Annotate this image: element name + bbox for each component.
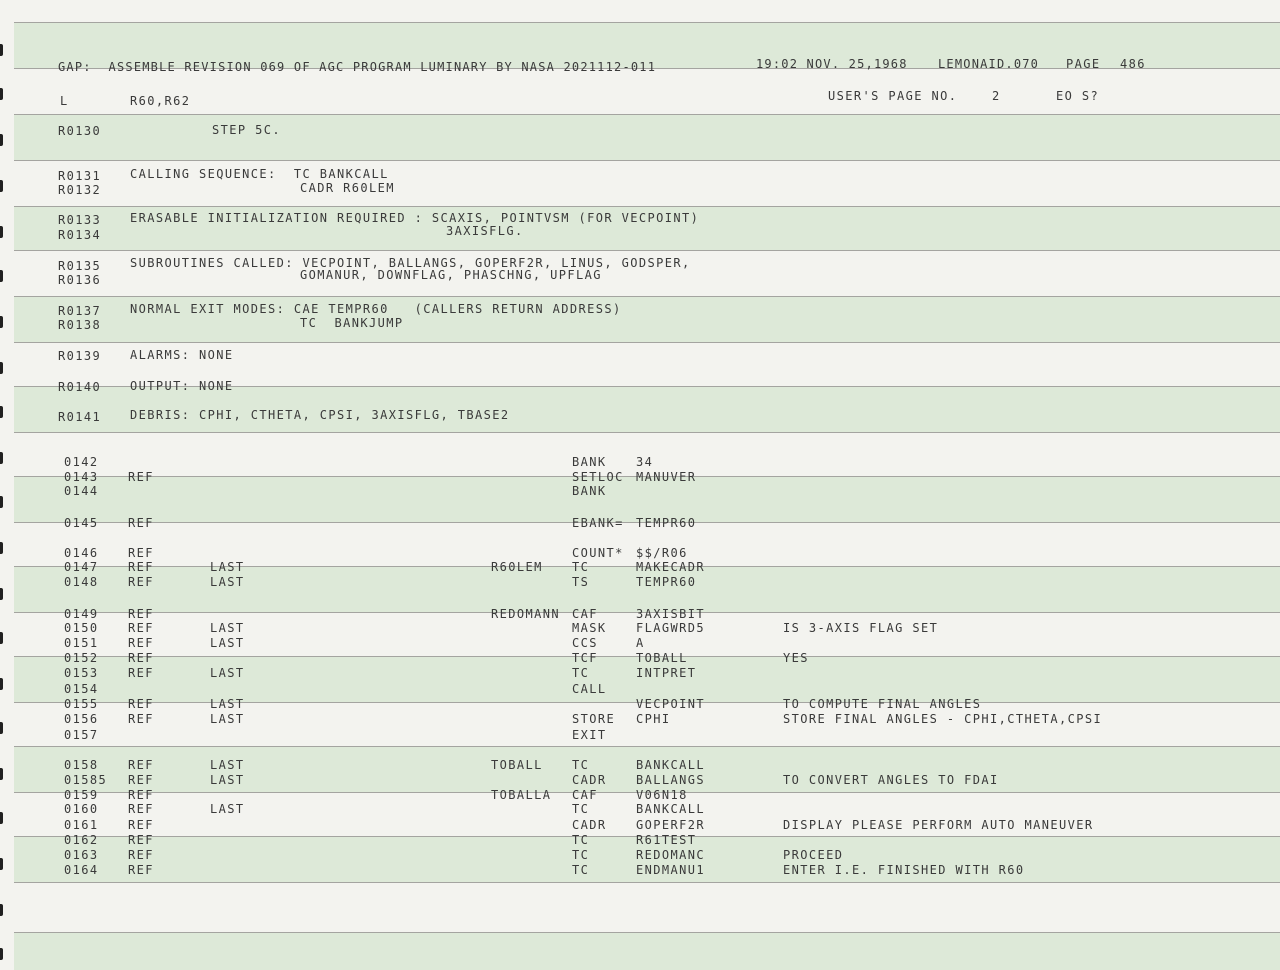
ref-label: REF <box>128 712 154 726</box>
operand: GOPERF2R <box>636 818 705 832</box>
comment-text: NORMAL EXIT MODES: CAE TEMPR60 (CALLERS RETURN ADDRESS) <box>130 302 622 316</box>
users-page-label: USER'S PAGE NO. <box>828 89 958 103</box>
comment-text: ERASABLE INITIALIZATION REQUIRED : SCAXIS, POINTVSM (FOR VECPOINT) <box>130 211 700 225</box>
line-number: 0148 <box>64 575 99 589</box>
comment-label: R0134 <box>58 228 102 242</box>
symbol-label: REDOMANN <box>491 607 560 621</box>
operand: TEMPR60 <box>636 575 697 589</box>
operand: REDOMANC <box>636 848 705 862</box>
opcode: TC <box>572 560 590 574</box>
line-number: 0164 <box>64 863 99 877</box>
line-number: 0159 <box>64 788 99 802</box>
feed-hole <box>0 226 3 238</box>
opcode: TC <box>572 802 590 816</box>
operand: CPHI <box>636 712 671 726</box>
line-comment: DISPLAY PLEASE PERFORM AUTO MANEUVER <box>783 818 1094 832</box>
opcode: CCS <box>572 636 598 650</box>
operand: INTPRET <box>636 666 697 680</box>
opcode: TC <box>572 666 590 680</box>
line-number: 0143 <box>64 470 99 484</box>
line-number: 0144 <box>64 484 99 498</box>
last-label: LAST <box>210 575 245 589</box>
ref-label: REF <box>128 651 154 665</box>
line-number: 0151 <box>64 636 99 650</box>
operand: ENDMANU1 <box>636 863 705 877</box>
operand: MAKECADR <box>636 560 705 574</box>
band-rule <box>14 932 1280 933</box>
opcode: SETLOC <box>572 470 624 484</box>
ref-label: REF <box>128 818 154 832</box>
line-number: 0147 <box>64 560 99 574</box>
assembly-header: GAP: ASSEMBLE REVISION 069 OF AGC PROGRAM LUMINARY BY NASA 2021112-011 <box>58 60 657 74</box>
line-comment: IS 3-AXIS FLAG SET <box>783 621 939 635</box>
operand: TEMPR60 <box>636 516 697 530</box>
feed-hole <box>0 588 3 600</box>
feed-hole <box>0 44 3 56</box>
band-rule <box>14 746 1280 747</box>
last-label: LAST <box>210 636 245 650</box>
opcode: CADR <box>572 773 607 787</box>
opcode: MASK <box>572 621 607 635</box>
feed-hole <box>0 362 3 374</box>
comment-text: CALLING SEQUENCE: TC BANKCALL <box>130 167 389 181</box>
line-number: 0142 <box>64 455 99 469</box>
eo-label: EO S? <box>1056 89 1100 103</box>
line-number: 0146 <box>64 546 99 560</box>
operand: R61TEST <box>636 833 697 847</box>
routine-name: R60,R62 <box>130 94 191 108</box>
last-label: LAST <box>210 560 245 574</box>
paper-band <box>14 932 1280 970</box>
page-label: PAGE <box>1066 57 1101 71</box>
ref-label: REF <box>128 546 154 560</box>
comment-label: R0139 <box>58 349 102 363</box>
ref-label: REF <box>128 758 154 772</box>
band-rule <box>14 296 1280 297</box>
comment-text: TC BANKJUMP <box>300 316 404 330</box>
line-number: 0155 <box>64 697 99 711</box>
line-comment: PROCEED <box>783 848 844 862</box>
ref-label: REF <box>128 848 154 862</box>
comment-label: R0130 <box>58 124 102 138</box>
comment-label: R0133 <box>58 213 102 227</box>
sub-header-left: L <box>60 94 69 108</box>
line-comment: YES <box>783 651 809 665</box>
line-number: 01585 <box>64 773 108 787</box>
band-rule <box>14 432 1280 433</box>
last-label: LAST <box>210 773 245 787</box>
symbol-label: TOBALLA <box>491 788 552 802</box>
comment-text: ALARMS: NONE <box>130 348 234 362</box>
opcode: COUNT* <box>572 546 624 560</box>
operand: BANKCALL <box>636 758 705 772</box>
opcode: TC <box>572 863 590 877</box>
feed-hole <box>0 270 3 282</box>
feed-hole <box>0 678 3 690</box>
opcode: CAF <box>572 607 598 621</box>
opcode: BANK <box>572 455 607 469</box>
comment-label: R0138 <box>58 318 102 332</box>
ref-label: REF <box>128 636 154 650</box>
last-label: LAST <box>210 697 245 711</box>
line-number: 0150 <box>64 621 99 635</box>
line-number: 0152 <box>64 651 99 665</box>
comment-label: R0137 <box>58 304 102 318</box>
opcode: CADR <box>572 818 607 832</box>
comment-text: CADR R60LEM <box>300 181 395 195</box>
ref-label: REF <box>128 697 154 711</box>
page-number: 486 <box>1120 57 1146 71</box>
opcode: STORE <box>572 712 616 726</box>
feed-hole <box>0 452 3 464</box>
ref-label: REF <box>128 833 154 847</box>
opcode: BANK <box>572 484 607 498</box>
symbol-label: R60LEM <box>491 560 543 574</box>
feed-hole <box>0 904 3 916</box>
line-number: 0160 <box>64 802 99 816</box>
ref-label: REF <box>128 666 154 680</box>
paper-band <box>14 114 1280 160</box>
last-label: LAST <box>210 621 245 635</box>
feed-hole <box>0 180 3 192</box>
opcode: TC <box>572 833 590 847</box>
opcode: CAF <box>572 788 598 802</box>
line-number: 0162 <box>64 833 99 847</box>
operand: VECPOINT <box>636 697 705 711</box>
line-comment: TO COMPUTE FINAL ANGLES <box>783 697 982 711</box>
ref-label: REF <box>128 863 154 877</box>
feed-hole <box>0 316 3 328</box>
users-page-number: 2 <box>992 89 1001 103</box>
band-rule <box>14 342 1280 343</box>
comment-text: GOMANUR, DOWNFLAG, PHASCHNG, UPFLAG <box>300 268 602 282</box>
opcode: EXIT <box>572 728 607 742</box>
ref-label: REF <box>128 516 154 530</box>
line-number: 0154 <box>64 682 99 696</box>
operand: V06N18 <box>636 788 688 802</box>
comment-label: R0141 <box>58 410 102 424</box>
comment-text: DEBRIS: CPHI, CTHETA, CPSI, 3AXISFLG, TBASE2 <box>130 408 510 422</box>
ref-label: REF <box>128 575 154 589</box>
comment-text: SUBROUTINES CALLED: VECPOINT, BALLANGS, GOPERF2R, LINUS, GODSPER, <box>130 256 691 270</box>
ref-label: REF <box>128 607 154 621</box>
feed-hole <box>0 406 3 418</box>
opcode: CALL <box>572 682 607 696</box>
comment-label: R0136 <box>58 273 102 287</box>
line-number: 0156 <box>64 712 99 726</box>
feed-hole <box>0 542 3 554</box>
comment-text: OUTPUT: NONE <box>130 379 234 393</box>
comment-text: 3AXISFLG. <box>446 224 524 238</box>
band-rule <box>14 22 1280 23</box>
feed-hole <box>0 134 3 146</box>
band-rule <box>14 160 1280 161</box>
operand: BALLANGS <box>636 773 705 787</box>
operand: A <box>636 636 645 650</box>
feed-hole <box>0 632 3 644</box>
opcode: TC <box>572 758 590 772</box>
opcode: TCF <box>572 651 598 665</box>
last-label: LAST <box>210 712 245 726</box>
opcode: TS <box>572 575 590 589</box>
line-comment: ENTER I.E. FINISHED WITH R60 <box>783 863 1025 877</box>
band-rule <box>14 882 1280 883</box>
band-rule <box>14 114 1280 115</box>
line-number: 0157 <box>64 728 99 742</box>
source-name: LEMONAID.070 <box>938 57 1040 71</box>
ref-label: REF <box>128 560 154 574</box>
comment-text: STEP 5C. <box>212 123 281 137</box>
line-comment: STORE FINAL ANGLES - CPHI,CTHETA,CPSI <box>783 712 1103 726</box>
line-number: 0161 <box>64 818 99 832</box>
symbol-label: TOBALL <box>491 758 543 772</box>
feed-hole <box>0 88 3 100</box>
opcode: EBANK= <box>572 516 624 530</box>
comment-label: R0132 <box>58 183 102 197</box>
assembly-datetime: 19:02 NOV. 25,1968 <box>756 57 908 71</box>
feed-hole <box>0 768 3 780</box>
line-number: 0153 <box>64 666 99 680</box>
comment-label: R0140 <box>58 380 102 394</box>
operand: BANKCALL <box>636 802 705 816</box>
operand: 34 <box>636 455 654 469</box>
line-number: 0163 <box>64 848 99 862</box>
line-comment: TO CONVERT ANGLES TO FDAI <box>783 773 999 787</box>
operand: 3AXISBIT <box>636 607 705 621</box>
line-number: 0158 <box>64 758 99 772</box>
ref-label: REF <box>128 773 154 787</box>
ref-label: REF <box>128 621 154 635</box>
line-number: 0145 <box>64 516 99 530</box>
operand: MANUVER <box>636 470 697 484</box>
feed-hole <box>0 722 3 734</box>
last-label: LAST <box>210 758 245 772</box>
feed-hole <box>0 496 3 508</box>
ref-label: REF <box>128 802 154 816</box>
line-number: 0149 <box>64 607 99 621</box>
last-label: LAST <box>210 802 245 816</box>
feed-hole <box>0 948 3 960</box>
feed-hole <box>0 858 3 870</box>
ref-label: REF <box>128 470 154 484</box>
feed-hole <box>0 812 3 824</box>
band-rule <box>14 206 1280 207</box>
operand: FLAGWRD5 <box>636 621 705 635</box>
operand: $$/R06 <box>636 546 688 560</box>
operand: TOBALL <box>636 651 688 665</box>
ref-label: REF <box>128 788 154 802</box>
comment-label: R0131 <box>58 169 102 183</box>
opcode: TC <box>572 848 590 862</box>
comment-label: R0135 <box>58 259 102 273</box>
last-label: LAST <box>210 666 245 680</box>
band-rule <box>14 250 1280 251</box>
